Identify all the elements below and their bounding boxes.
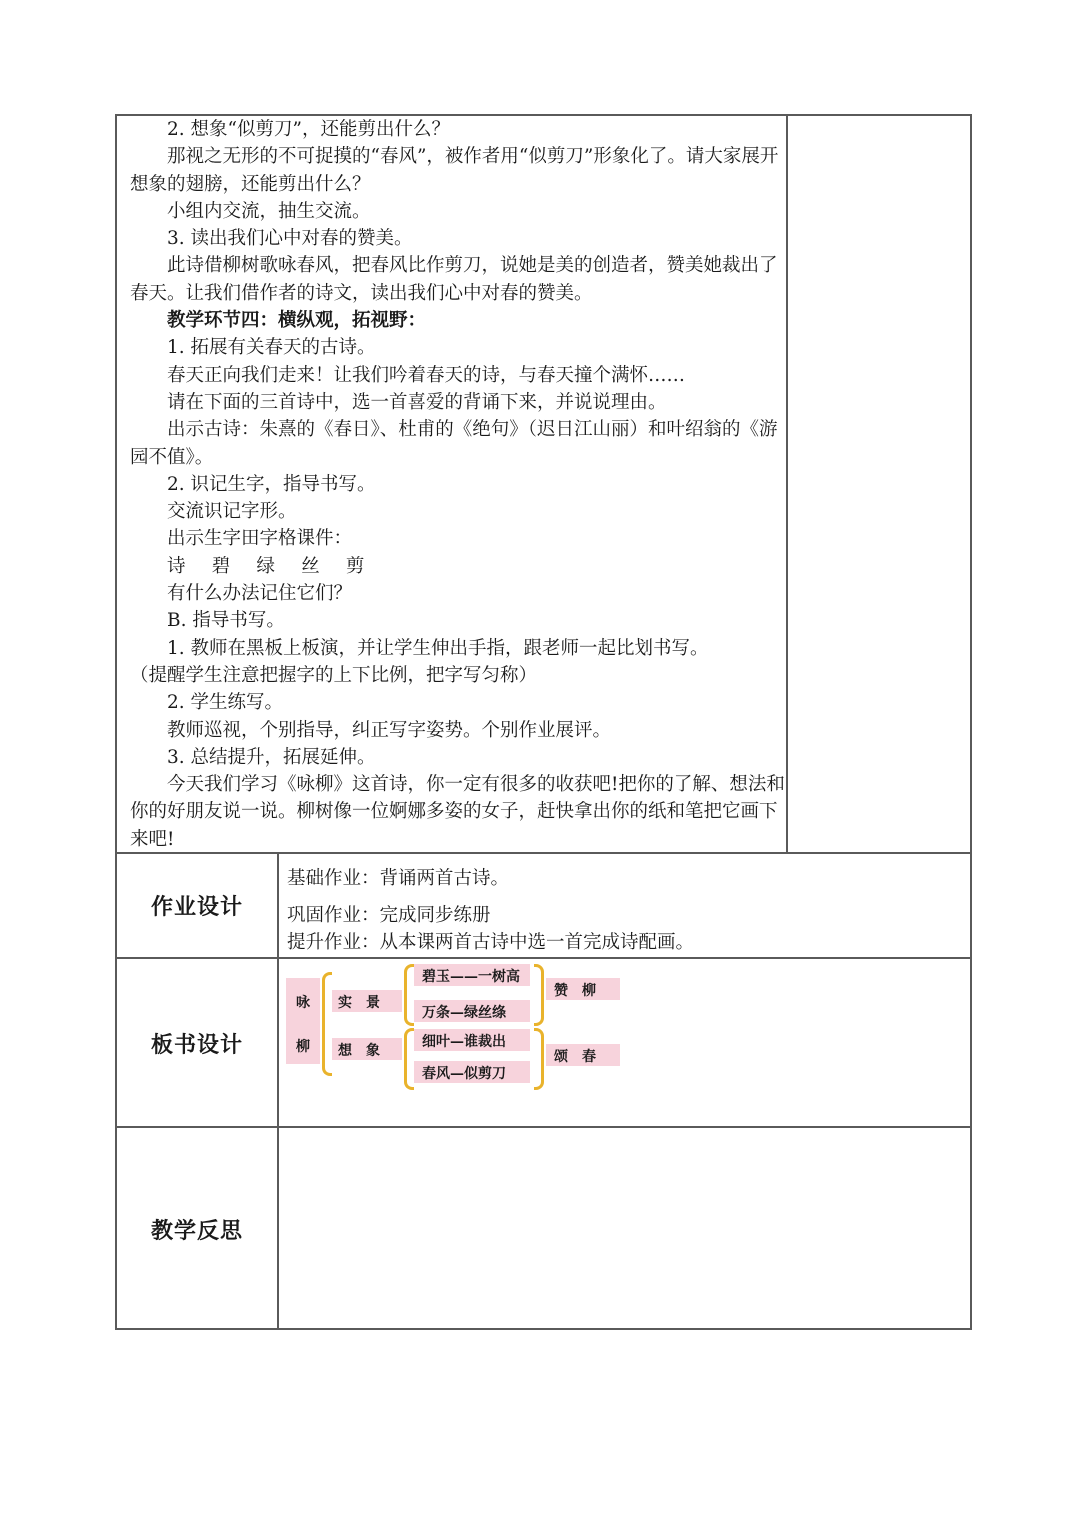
paragraph: 教师巡视，个别指导，纠正写字姿势。个别作业展评。	[167, 719, 612, 741]
item-text: 万条—绿丝绦	[422, 1005, 506, 1021]
paragraph: B. 指导书写。	[167, 610, 285, 632]
brace-left	[404, 964, 414, 1026]
table-border-row-3	[115, 1126, 972, 1128]
table-border-right	[970, 114, 972, 1329]
paragraph: 2. 识记生字，指导书写。	[167, 473, 376, 495]
brace-right	[534, 964, 544, 1026]
homework-item: 巩固作业：完成同步练册	[287, 905, 491, 926]
paragraph: 请在下面的三首诗中，选一首喜爱的背诵下来，并说说理由。	[167, 391, 667, 413]
title-char: 柳	[296, 1039, 310, 1055]
paragraph: 1. 教师在黑板上板演，并让学生伸出手指，跟老师一起比划书写。	[167, 637, 709, 659]
paragraph: 小组内交流，抽生交流。	[167, 200, 371, 222]
table-divider-labels	[277, 852, 279, 1329]
brace-main	[322, 972, 332, 1076]
board-design-diagram	[286, 962, 626, 1092]
new-characters: 诗 碧 绿 丝 剪	[167, 555, 375, 577]
brace-left	[404, 1028, 414, 1090]
title-char: 咏	[296, 995, 310, 1011]
reflection-label: 教学反思	[150, 1218, 243, 1244]
paragraph: 那视之无形的不可捉摸的“春风”，被作者用“似剪刀”形象化了。请大家展开想象的翅膀，还能剪出什么？	[130, 146, 779, 195]
section-heading: 教学环节四：横纵观，拓视野：	[167, 310, 427, 332]
paragraph: 有什么办法记住它们？	[167, 583, 353, 605]
paragraph: 交流识记字形。	[167, 501, 297, 523]
branch-label: 想 象	[338, 1043, 380, 1059]
paragraph: 春天正向我们走来！让我们吟着春天的诗，与春天撞个满怀……	[167, 364, 686, 386]
table-border-bottom	[115, 1328, 972, 1330]
table-border-row-2	[115, 957, 972, 959]
brace-right	[534, 1028, 544, 1090]
paragraph: 2. 学生练写。	[167, 692, 284, 714]
paragraph: 3. 总结提升，拓展延伸。	[167, 746, 376, 768]
table-border-left	[115, 114, 117, 1329]
item-text: 春风—似剪刀	[422, 1066, 506, 1082]
teaching-process-text	[130, 116, 785, 853]
paragraph: 2. 想象“似剪刀”，还能剪出什么？	[167, 119, 450, 140]
homework-item: 提升作业：从本课两首古诗中选一首完成诗配画。	[287, 932, 695, 953]
homework-label: 作业设计	[150, 894, 243, 920]
paragraph: 此诗借柳树歌咏春风，把春风比作剪刀，说她是美的创造者，赞美她裁出了春天。让我们借作者的诗文，读出我们心中对春的赞美。	[130, 255, 778, 304]
result-text: 赞 柳	[554, 983, 596, 999]
paragraph: 3. 读出我们心中对春的赞美。	[167, 228, 413, 250]
paragraph: 出示生字田字格课件：	[167, 528, 353, 550]
paragraph: 出示古诗：朱熹的《春日》、杜甫的《绝句》（迟日江山丽）和叶绍翁的《游园不值》。	[130, 419, 778, 468]
paragraph: 今天我们学习《咏柳》这首诗，你一定有很多的收获吧!把你的了解、想法和你的好朋友说一说。柳树像一位婀娜多姿的女子，赶快拿出你的纸和笔把它画下来吧!	[130, 774, 785, 850]
table-divider-notes	[786, 114, 788, 853]
item-text: 细叶—谁裁出	[422, 1034, 506, 1050]
paragraph: 1. 拓展有关春天的古诗。	[167, 337, 376, 359]
homework-item: 基础作业：背诵两首古诗。	[287, 868, 510, 889]
paragraph: （提醒学生注意把握字的上下比例，把字写匀称）	[130, 664, 538, 686]
board-design-label: 板书设计	[150, 1032, 243, 1058]
branch-label: 实 景	[338, 995, 380, 1011]
item-text: 碧玉——一树高	[422, 969, 520, 985]
result-text: 颂 春	[554, 1049, 596, 1065]
